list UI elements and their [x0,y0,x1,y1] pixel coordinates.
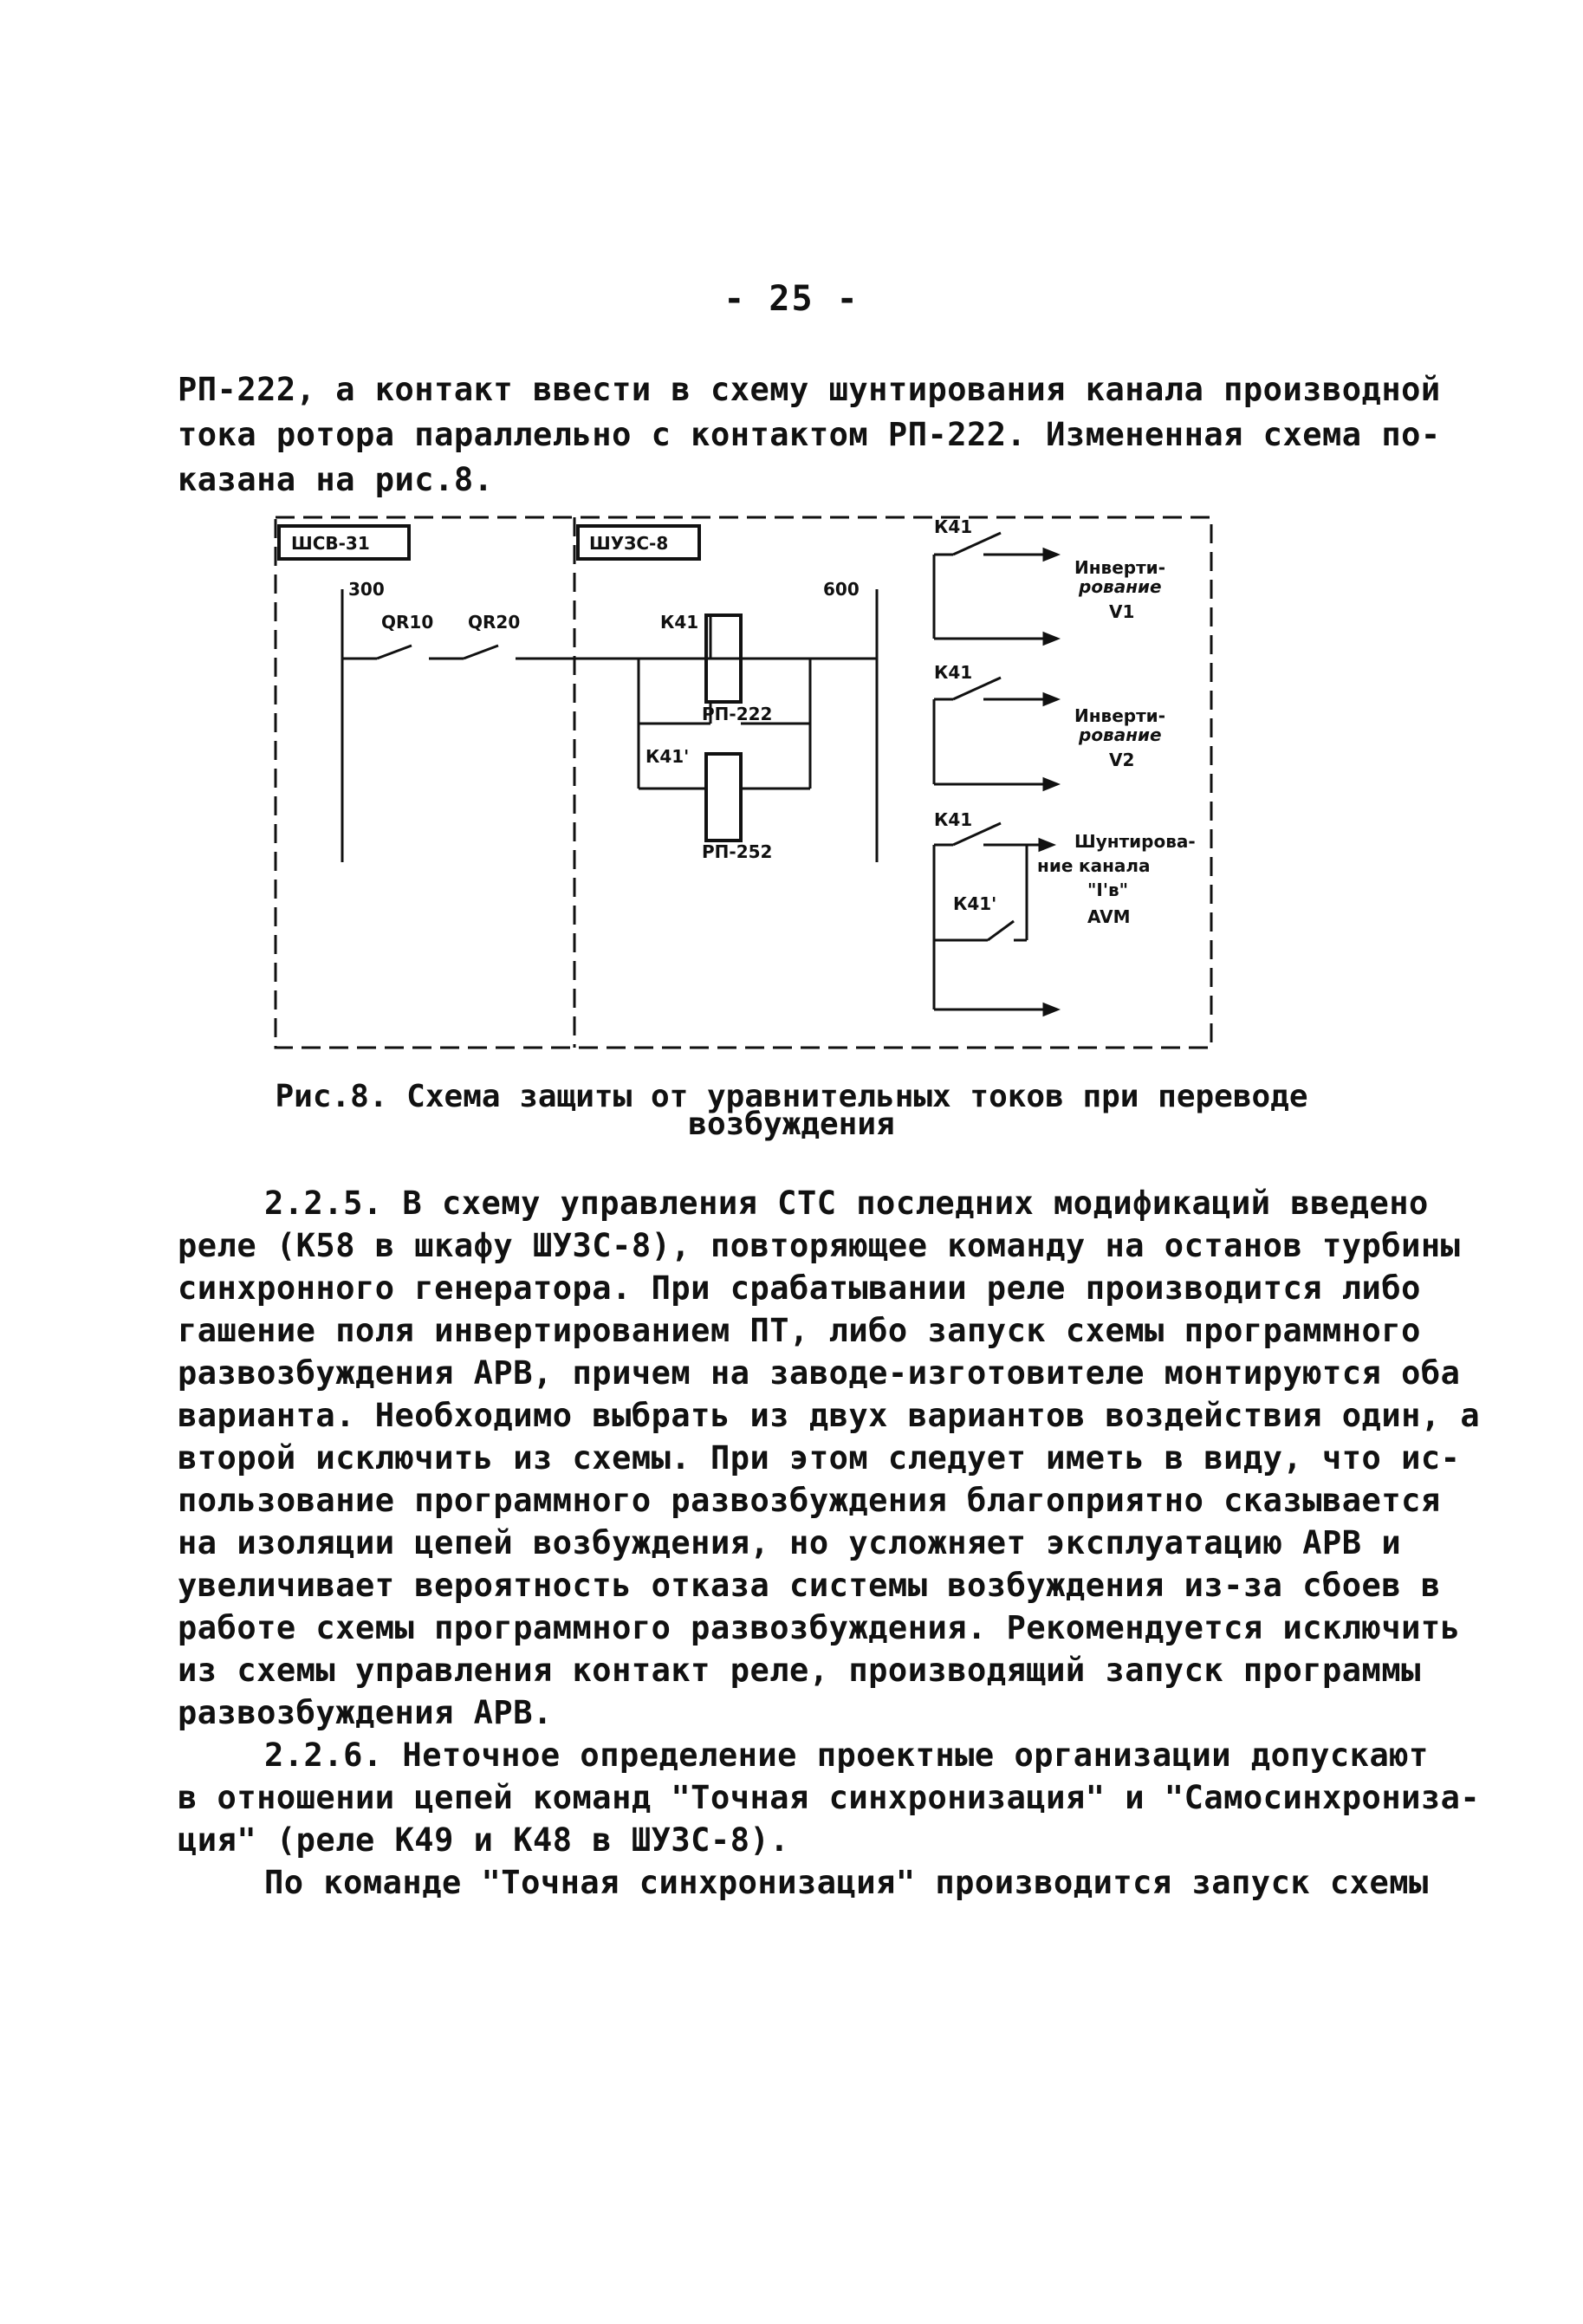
page-number: - 25 - [723,279,860,319]
body-line-17: По команде "Точная синхронизация" производится запуск схемы [264,1864,1429,1901]
body-line-12: из схемы управления контакт реле, производящий запуск программы [178,1652,1421,1689]
k41-contact-1-label: К41 [934,516,973,537]
qr20-label: QR20 [468,612,521,633]
out3-line2b: канала [1079,855,1151,876]
body-line-14: 2.2.6. Неточное определение проектные организации допускают [264,1737,1429,1774]
body-line-15: в отношении цепей команд "Точная синхронизация" и "Самосинхрониза- [178,1779,1481,1816]
out2-line2: рование [1079,724,1162,745]
body-line-1: 2.2.5. В схему управления СТС последних модификаций введено [264,1185,1429,1222]
outer-frame [276,517,1211,1048]
body-line-6: варианта. Необходимо выбрать из двух вариантов воздействия один, а [178,1397,1481,1434]
intro-line-2: тока ротора параллельно с контактом РП-222. Измененная схема по- [178,416,1441,453]
figure-caption-line-1: Рис.8. Схема защиты от уравнительных токов при переводе [275,1079,1308,1114]
body-line-10: увеличивает вероятность отказа системы возбуждения из-за сбоев в [178,1567,1441,1604]
out3-line2a: ние [1037,855,1074,876]
figure-caption-line-2: возбуждения [688,1107,895,1142]
body-line-5: развозбуждения АРВ, причем на заводе-изготовителе монтируются оба [178,1354,1461,1392]
protection-circuit-diagram [260,507,1222,1061]
node-600-label: 600 [823,579,860,600]
cabinet-right-label: ШУЗС-8 [589,533,669,554]
body-line-16: ция" (реле К49 и К48 в ШУЗС-8). [178,1821,790,1859]
k41p-contact-label: К41' [953,893,997,914]
k41p-branch-label: К41' [646,746,690,767]
out1-line1: Инверти- [1074,557,1165,578]
out3-line4: AVM [1087,906,1131,927]
out3-line1: Шунтирова- [1074,831,1196,852]
body-line-4: гашение поля инвертированием ПТ, либо запуск схемы программного [178,1312,1421,1349]
body-line-8: пользование программного развозбуждения благоприятно сказывается [178,1482,1441,1519]
out1-line2: рование [1079,576,1162,597]
body-line-13: развозбуждения АРВ. [178,1694,553,1731]
body-line-11: работе схемы программного развозбуждения. Рекомендуется исключить [178,1609,1461,1646]
out1-line3: V1 [1109,601,1135,622]
body-line-3: синхронного генератора. При срабатывании реле производится либо [178,1269,1421,1307]
qr10-label: QR10 [381,612,434,633]
k41-contact-3-label: К41 [934,809,973,830]
out3-line3: "I'в" [1087,880,1129,900]
cabinet-left-label: ШСВ-31 [291,533,370,554]
out2-line1: Инверти- [1074,705,1165,726]
body-line-2: реле (К58 в шкафу ШУЗС-8), повторяющее команду на останов турбины [178,1227,1461,1264]
intro-line-1: РП-222, а контакт ввести в схему шунтирования канала производной [178,371,1441,408]
body-line-7: второй исключить из схемы. При этом следует иметь в виду, что ис- [178,1439,1461,1477]
rp222-label: РП-222 [702,704,773,724]
intro-line-3: казана на рис.8. [178,461,494,498]
node-300-label: 300 [348,579,385,600]
out2-line3: V2 [1109,750,1135,770]
body-line-9: на изоляции цепей возбуждения, но усложняет эксплуатацию АРВ и [178,1524,1402,1561]
k41-relay-label: К41 [660,612,699,633]
rp252-label: РП-252 [702,841,773,862]
k41-contact-2-label: К41 [934,662,973,683]
